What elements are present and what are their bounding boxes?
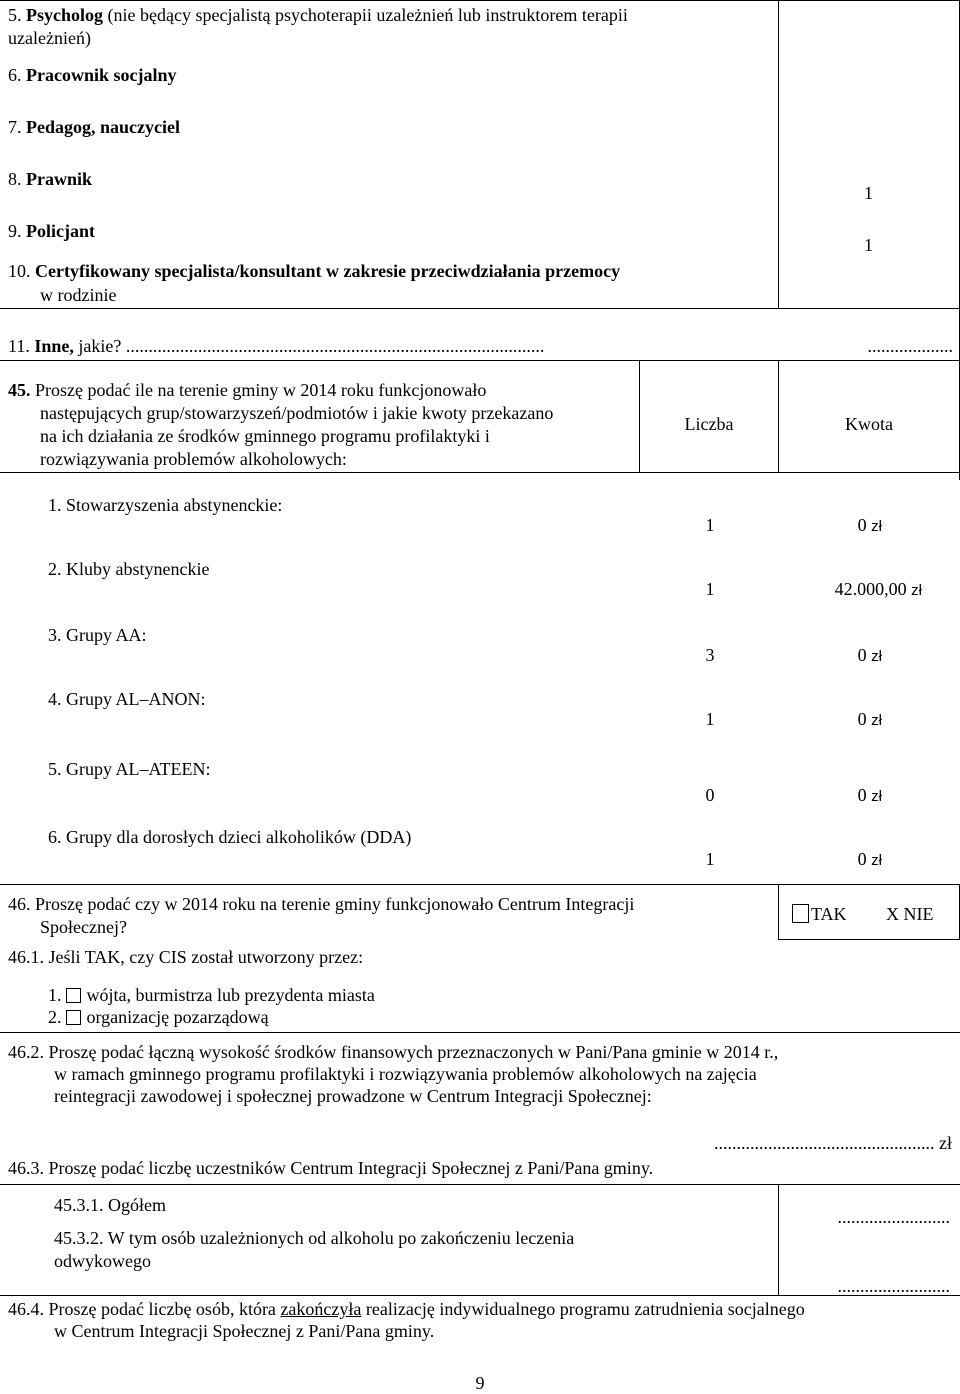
q46-4-line1: 46.4. Proszę podać liczbę osób, która zakończyła realizację indywidualnego programu zatrudnienia socjalnego [8, 1299, 805, 1319]
col-header-kwota: Kwota [845, 414, 893, 434]
rule [0, 360, 960, 361]
list-item-certyfikowany-cont: w rodzinie [40, 285, 117, 305]
q45-row-amount: 0 zł [857, 709, 882, 729]
q46-no-option[interactable] [886, 903, 934, 925]
q46-3-1-answer[interactable]: ......................... [837, 1207, 950, 1227]
q46-yes-option[interactable] [792, 903, 847, 925]
q45-row-count: 1 [705, 579, 715, 599]
q46-2-answer[interactable]: ................................................. zł [714, 1133, 952, 1153]
value-inne: ................... [867, 336, 953, 356]
yes-label: TAK [811, 904, 847, 924]
q46-3-2-line1: 45.3.2. W tym osób uzależnionych od alkoholu po zakończeniu leczenia [54, 1228, 575, 1248]
q46-3-2-line2: odwykowego [54, 1251, 151, 1271]
q46-2-line1: 46.2. Proszę podać łączną wysokość środków finansowych przeznaczonych w Pani/Pana gminie w 2014 r., [8, 1042, 779, 1062]
q46-line1: 46. Proszę podać czy w 2014 roku na terenie gminy funkcjonowało Centrum Integracji [8, 894, 635, 914]
page-number: 9 [475, 1373, 485, 1393]
q45-row-count: 0 [705, 785, 715, 805]
q46-2-line2: w ramach gminnego programu profilaktyki i rozwiązywania problemów alkoholowych na zajęcia [54, 1064, 757, 1084]
q45-row-amount: 0 zł [857, 849, 882, 869]
q45-row-amount: 42.000,00 zł [834, 579, 922, 599]
q45-row-amount: 0 zł [857, 785, 882, 805]
option-1-checkbox[interactable] [66, 988, 81, 1003]
rule [778, 1184, 779, 1296]
q46-line2: Społecznej? [40, 917, 127, 937]
option-2-checkbox[interactable] [66, 1010, 81, 1025]
value-policjant: 1 [864, 235, 873, 255]
q45-line1: 45. Proszę podać ile na terenie gminy w 2014 roku funkcjonowało [8, 380, 487, 400]
list-item-inne: 11. Inne, jakie? ............................................................................................. [8, 336, 545, 356]
rule [0, 472, 960, 473]
list-item-certyfikowany: 10. Certyfikowany specjalista/konsultant w zakresie przeciwdziałania przemocy [8, 261, 621, 281]
q45-row-label: 5. Grupy AL–ATEEN: [48, 759, 211, 779]
q45-row-label: 6. Grupy dla dorosłych dzieci alkoholików (DDA) [48, 827, 412, 847]
list-item-policjant: 9. Policjant [8, 221, 95, 241]
list-item-psycholog: 5. Psycholog (nie będący specjalistą psychoterapii uzależnień lub instruktorem terapii [8, 5, 628, 25]
q45-row-count: 1 [705, 709, 715, 729]
list-item-pracownik-socjalny: 6. Pracownik socjalny [8, 65, 177, 85]
q45-line2: następujących grup/stowarzyszeń/podmiotów i jakie kwoty przekazano [40, 403, 554, 423]
rule [778, 0, 779, 309]
q46-1-option-1[interactable]: 1. wójta, burmistrza lub prezydenta miasta [48, 985, 375, 1005]
q46-2-line3: reintegracji zawodowej i społecznej prowadzone w Centrum Integracji Społecznej: [54, 1086, 652, 1106]
q45-row-label: 1. Stowarzyszenia abstynenckie: [48, 495, 283, 515]
q45-row-label: 4. Grupy AL–ANON: [48, 689, 206, 709]
q45-row-amount: 0 zł [857, 645, 882, 665]
rule [0, 0, 960, 1]
q45-row-count: 1 [705, 849, 715, 869]
q45-row-count: 3 [705, 645, 715, 665]
no-label: NIE [903, 904, 934, 924]
rule [778, 939, 960, 940]
q46-3-title: 46.3. Proszę podać liczbę uczestników Centrum Integracji Społecznej z Pani/Pana gminy. [8, 1158, 654, 1178]
list-item-psycholog-cont: uzależnień) [8, 28, 91, 48]
q46-3-1-label: 45.3.1. Ogółem [54, 1195, 166, 1215]
q45-row-amount: 0 zł [857, 515, 882, 535]
q45-row-count: 1 [705, 515, 715, 535]
no-mark: X [886, 904, 899, 924]
q46-1-option-2[interactable]: 2. organizację pozarządową [48, 1007, 269, 1027]
q46-1-title: 46.1. Jeśli TAK, czy CIS został utworzony przez: [8, 947, 364, 967]
yes-checkbox[interactable] [792, 904, 809, 923]
q46-4-line2: w Centrum Integracji Społecznej z Pani/Pana gminy. [54, 1321, 435, 1341]
rule [0, 1032, 960, 1033]
rule [778, 884, 779, 940]
col-header-liczba: Liczba [684, 414, 734, 434]
q45-line3: na ich działania ze środków gminnego programu profilaktyki i [40, 426, 490, 446]
rule [0, 308, 960, 309]
rule [0, 1184, 960, 1185]
value-prawnik: 1 [864, 183, 873, 203]
rule [0, 884, 960, 885]
list-item-prawnik: 8. Prawnik [8, 169, 93, 189]
q45-row-label: 2. Kluby abstynenckie [48, 559, 210, 579]
q46-3-2-answer[interactable]: ......................... [837, 1276, 950, 1296]
q45-line4: rozwiązywania problemów alkoholowych: [40, 449, 347, 469]
list-item-pedagog: 7. Pedagog, nauczyciel [8, 117, 180, 137]
q45-row-label: 3. Grupy AA: [48, 625, 147, 645]
